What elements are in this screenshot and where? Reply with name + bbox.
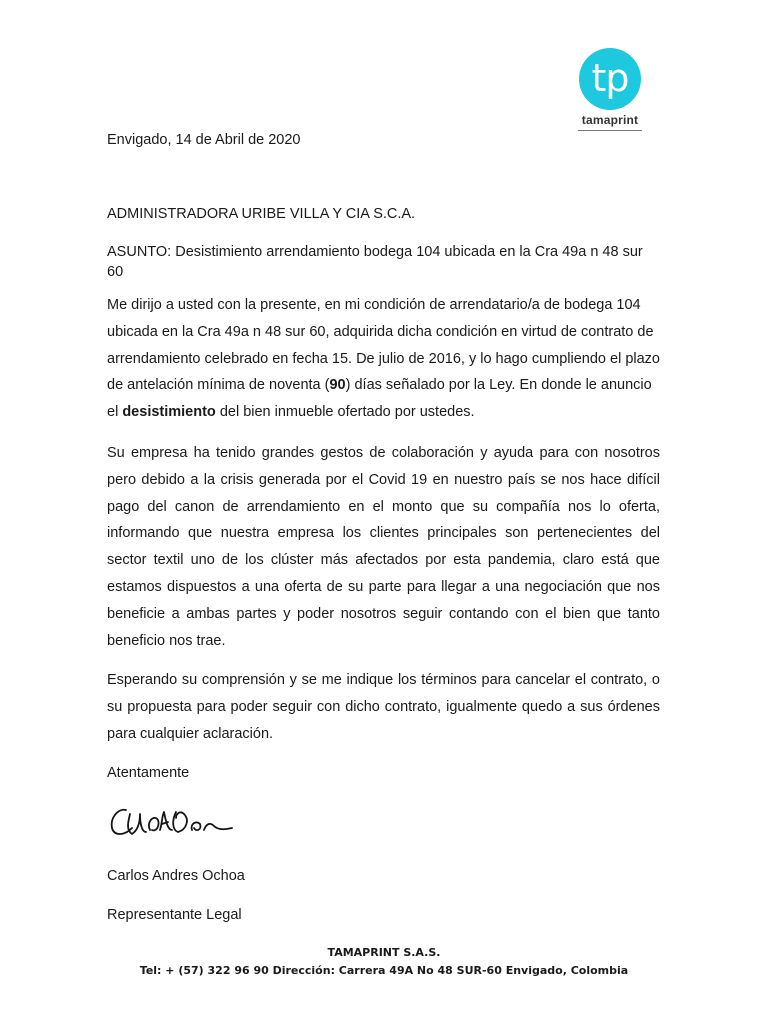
- company-logo: [578, 48, 642, 131]
- p1-desistimiento: desistimiento: [122, 404, 216, 421]
- letter-subject: ASUNTO: Desistimiento arrendamiento bodega 104 ubicada en la Cra 49a n 48 sur 60: [107, 244, 643, 280]
- handwritten-signature: [106, 800, 236, 844]
- p1-notice-days: 90: [329, 377, 346, 394]
- p1-text-b: ) días señalado por la Ley. En donde le anuncio el: [107, 377, 652, 421]
- signer-role: Representante Legal: [107, 907, 242, 923]
- letter-date: Envigado, 14 de Abril de 2020: [107, 132, 301, 148]
- logo-divider: [578, 130, 642, 131]
- footer-company: TAMAPRINT S.A.S.: [327, 946, 441, 959]
- body-paragraph-3: Esperando su comprensión y se me indique los términos para cancelar el contrato, o su propuesta para poder seguir con dicho contrato, igualmente quedo a sus órdenes para cualquier aclaración.: [107, 672, 660, 742]
- logo-wordmark: tamaprint: [581, 113, 639, 127]
- body-paragraph-2: Su empresa ha tenido grandes gestos de colaboración y ayuda para con nosotros pero debido a la crisis generada por el Covid 19 en nuestro país se nos hace difícil pago del canon de arrendamiento en el monto que su compañía nos lo oferta, informando que nuestra empresa los clientes principales son pertenecientes del sector textil uno de los clúster más afectados por esta pandemia, claro está que estamos dispuestos a una oferta de su parte para llegar a una negociación que nos beneficie a ambas partes y poder nosotros seguir contando con el bien que tanto beneficio nos trae.: [107, 445, 660, 649]
- letter-recipient: ADMINISTRADORA URIBE VILLA Y CIA S.C.A.: [107, 206, 416, 222]
- body-paragraph-1: [107, 292, 660, 426]
- signer-name: Carlos Andres Ochoa: [107, 868, 245, 884]
- p1-text-c: del bien inmueble ofertado por ustedes.: [215, 404, 475, 421]
- logo-mark-text: tp: [591, 56, 629, 100]
- letter-closing: Atentamente: [107, 765, 190, 781]
- logo-mark: [579, 48, 641, 110]
- footer-contact: Tel: + (57) 322 96 90 Dirección: Carrera 49A No 48 SUR-60 Envigado, Colombia: [139, 964, 629, 977]
- p1-text-a: Me dirijo a usted con la presente, en mi condición de arrendatario/a de bodega 104 ubicada en la Cra 49a n 48 sur 60, adquirida dicha condición en virtud de contrato de arrendamiento celebrado en fecha 15. De julio de 2016, y lo hago cumpliendo el plazo de antelación mínima de noventa (: [107, 297, 660, 394]
